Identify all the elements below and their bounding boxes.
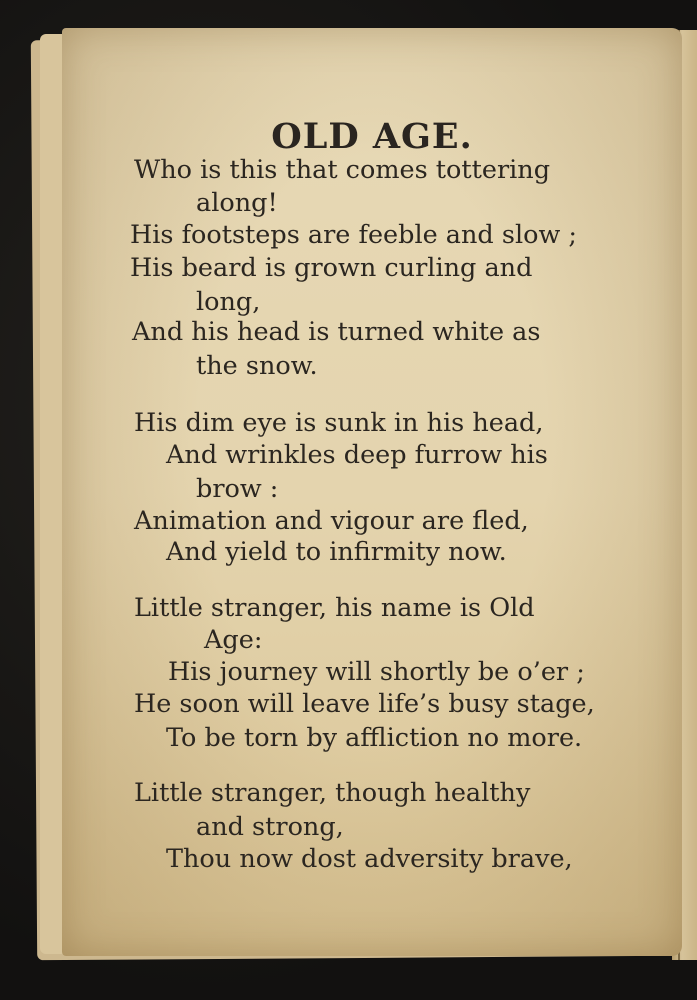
- poem-line: long,: [196, 287, 261, 317]
- poem-line: the snow.: [196, 351, 318, 381]
- book-page: [62, 28, 682, 956]
- poem-line: Who is this that comes tottering: [134, 155, 551, 185]
- poem-line: His journey will shortly be o’er ;: [168, 657, 585, 687]
- poem-title: OLD AGE.: [271, 116, 473, 157]
- poem-line: Animation and vigour are fled,: [134, 506, 529, 536]
- poem-line: along!: [196, 188, 278, 218]
- poem-line: And yield to infirmity now.: [166, 537, 507, 567]
- poem-line: He soon will leave life’s busy stage,: [134, 689, 595, 719]
- poem-line: His dim eye is sunk in his head,: [134, 408, 544, 438]
- poem-line: Little stranger, though healthy: [134, 778, 531, 808]
- poem-line: Age:: [204, 625, 263, 655]
- poem-line: And wrinkles deep furrow his: [166, 440, 548, 470]
- poem-line: To be torn by affliction no more.: [166, 723, 583, 753]
- poem-line: and strong,: [196, 812, 344, 842]
- poem-line: And his head is turned white as: [132, 317, 541, 347]
- poem-line: His footsteps are feeble and slow ;: [130, 220, 577, 250]
- poem-line: His beard is grown curling and: [130, 253, 533, 283]
- poem-line: Thou now dost adversity brave,: [166, 844, 573, 874]
- poem-line: brow :: [196, 474, 279, 504]
- poem-line: Little stranger, his name is Old: [134, 593, 535, 623]
